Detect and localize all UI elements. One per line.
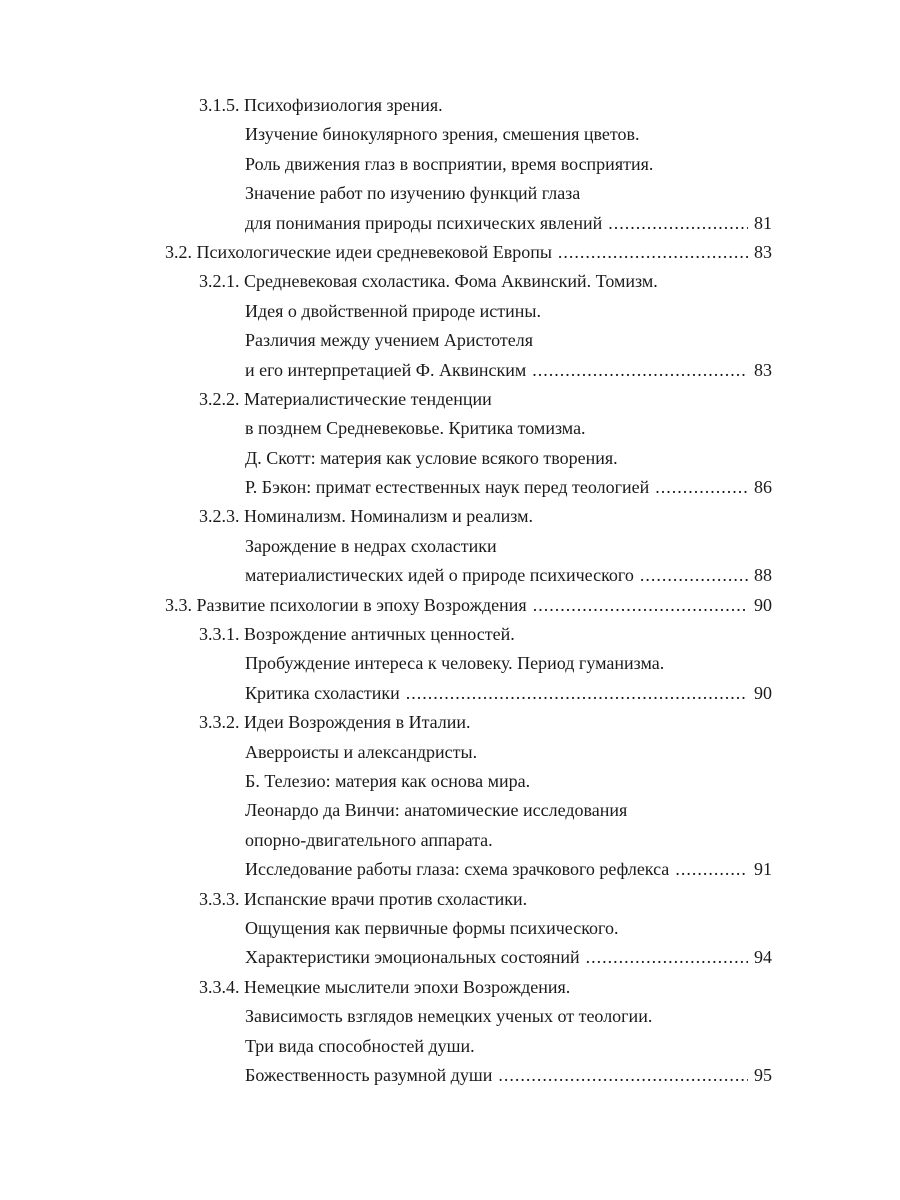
page-number: 90 (754, 594, 772, 615)
toc-entry (165, 591, 772, 620)
toc-entry-text: 3.2.3. Номинализм. Номинализм и реализм. (199, 506, 533, 527)
toc-line (245, 444, 900, 473)
toc-line (199, 620, 900, 649)
toc-line (199, 385, 900, 414)
toc-entry-text: 3.2.1. Средневековая схоластика. Фома Аквинский. Томизм. (199, 271, 658, 292)
toc-entry (245, 855, 772, 884)
dot-leader (655, 473, 748, 502)
toc-entry-text: 3.2.2. Материалистические тенденции (199, 388, 492, 409)
page-number: 94 (754, 947, 772, 968)
toc-entry-text: Различия между учением Аристотеля (245, 330, 533, 351)
toc-line (245, 796, 900, 825)
toc-entry-text: Характеристики эмоциональных состояний (245, 947, 580, 968)
toc-entry-text: 3.3.1. Возрождение античных ценностей. (199, 624, 515, 645)
toc-line (245, 826, 900, 855)
toc-entry-text: Б. Телезио: материя как основа мира. (245, 770, 531, 791)
page-number: 81 (754, 212, 772, 233)
toc-line (245, 649, 900, 678)
toc-entry-text: Леонардо да Винчи: анатомические исследования (245, 800, 628, 821)
toc-line (245, 738, 900, 767)
toc-entry-text: 3.3.2. Идеи Возрождения в Италии. (199, 712, 471, 733)
toc-entry-text: и его интерпретацией Ф. Аквинским (245, 359, 527, 380)
page-number: 91 (754, 859, 772, 880)
toc-line (245, 1032, 900, 1061)
toc-line (245, 532, 900, 561)
toc-entry-text: для понимания природы психических явлений (245, 212, 603, 233)
page-number: 88 (754, 565, 772, 586)
toc-line (245, 1002, 900, 1031)
toc-entry-text: в позднем Средневековье. Критика томизма. (245, 418, 586, 439)
toc-entry-text: Три вида способностей души. (245, 1035, 475, 1056)
toc-entry-text: Зависимость взглядов немецких ученых от теологии. (245, 1006, 653, 1027)
toc-line (245, 326, 900, 355)
toc-line (245, 914, 900, 943)
toc-entry-text: Р. Бэкон: примат естественных наук перед теологией (245, 477, 650, 498)
toc-entry (245, 679, 772, 708)
page-number: 95 (754, 1064, 772, 1085)
toc-entry-text: Божественность разумной души (245, 1064, 493, 1085)
toc-line (199, 502, 900, 531)
table-of-contents (0, 91, 900, 1090)
toc-entry-text: Значение работ по изучению функций глаза (245, 183, 581, 204)
toc-line (245, 767, 900, 796)
toc-entry-text: Аверроисты и александристы. (245, 741, 478, 762)
toc-line (245, 120, 900, 149)
page-number: 83 (754, 241, 772, 262)
dot-leader (406, 679, 748, 708)
toc-entry-text: Пробуждение интереса к человеку. Период гуманизма. (245, 653, 665, 674)
toc-entry (245, 1061, 772, 1090)
toc-line (245, 297, 900, 326)
toc-line (199, 91, 900, 120)
dot-leader (532, 356, 748, 385)
toc-entry-text: Исследование работы глаза: схема зрачкового рефлекса (245, 859, 670, 880)
toc-entry-text: 3.2. Психологические идеи средневековой Европы (165, 241, 552, 262)
toc-entry (245, 473, 772, 502)
toc-entry-text: 3.3.3. Испанские врачи против схоластики. (199, 888, 528, 909)
toc-entry-text: Идея о двойственной природе истины. (245, 300, 541, 321)
toc-entry-text: Зарождение в недрах схоластики (245, 535, 497, 556)
dot-leader (586, 943, 748, 972)
toc-entry-text: Ощущения как первичные формы психического. (245, 917, 619, 938)
toc-entry-text: Роль движения глаз в восприятии, время восприятия. (245, 153, 654, 174)
toc-entry-text: 3.3. Развитие психологии в эпоху Возрождения (165, 594, 527, 615)
toc-entry-text: материалистических идей о природе психического (245, 565, 634, 586)
toc-entry-text: 3.1.5. Психофизиология зрения. (199, 95, 443, 115)
toc-line (199, 267, 900, 296)
toc-line (245, 414, 900, 443)
dot-leader (608, 209, 748, 238)
toc-line (199, 708, 900, 737)
toc-entry-text: 3.3.4. Немецкие мыслители эпохи Возрождения. (199, 976, 571, 997)
dot-leader (558, 238, 748, 267)
dot-leader (640, 561, 748, 590)
toc-line (245, 150, 900, 179)
page-number: 90 (754, 682, 772, 703)
toc-line (199, 885, 900, 914)
toc-entry-text: Изучение бинокулярного зрения, смешения цветов. (245, 124, 640, 145)
toc-entry-text: Д. Скотт: материя как условие всякого творения. (245, 447, 618, 468)
toc-entry (245, 943, 772, 972)
page-number: 86 (754, 477, 772, 498)
dot-leader (498, 1061, 748, 1090)
toc-entry (245, 209, 772, 238)
toc-line (199, 973, 900, 1002)
dot-leader (533, 591, 748, 620)
toc-entry (245, 356, 772, 385)
toc-line (245, 179, 900, 208)
toc-entry-text: Критика схоластики (245, 682, 400, 703)
toc-entry-text: опорно-двигательного аппарата. (245, 829, 493, 850)
toc-entry (165, 238, 772, 267)
dot-leader (675, 855, 748, 884)
page-number: 83 (754, 359, 772, 380)
toc-entry (245, 561, 772, 590)
